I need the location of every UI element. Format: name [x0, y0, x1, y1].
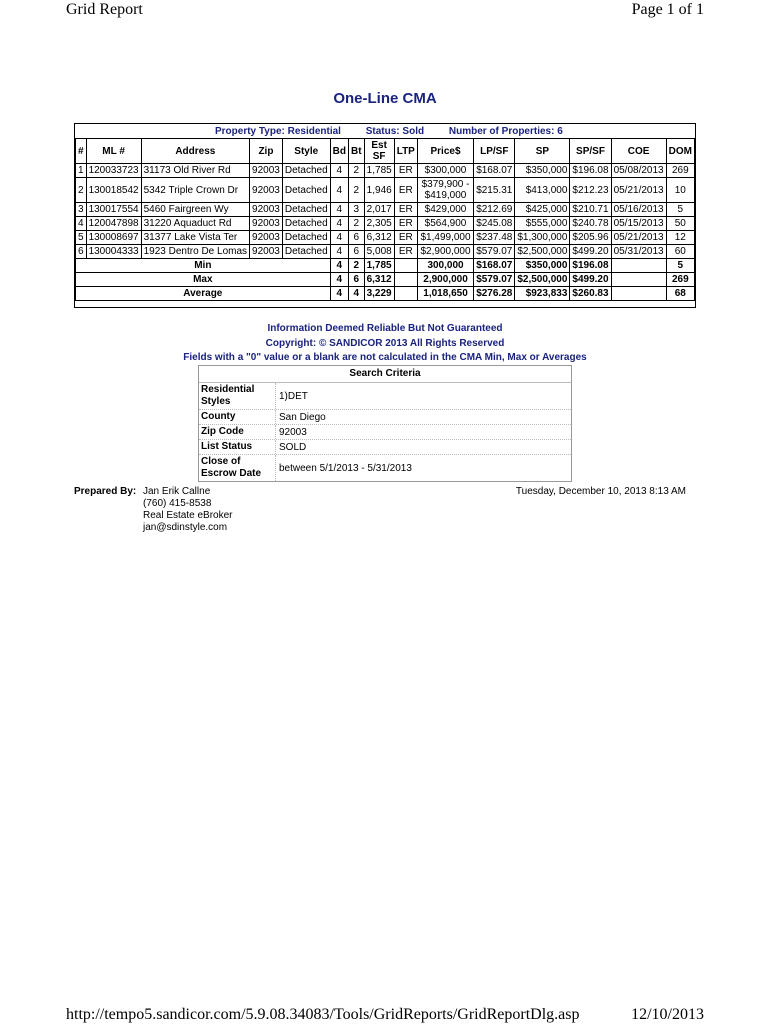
table-cell: 92003	[250, 217, 283, 231]
criteria-value: between 5/1/2013 - 5/31/2013	[279, 462, 412, 474]
table-cell: 2	[76, 178, 87, 203]
table-cell: 6	[349, 245, 365, 259]
table-cell: Detached	[282, 245, 330, 259]
stats-cell: 2,900,000	[417, 273, 473, 287]
table-cell: 130004333	[86, 245, 141, 259]
agent-email: jan@sdinstyle.com	[143, 522, 228, 533]
copyright-line: Copyright: © SANDICOR 2013 All Rights Reserved	[265, 337, 505, 349]
table-header-row	[76, 139, 695, 164]
page-number: Page 1 of 1	[631, 1, 704, 18]
table-cell: $2,500,000	[515, 245, 570, 259]
table-cell: $168.07	[474, 164, 515, 178]
criteria-value: 1)DET	[279, 390, 308, 402]
table-cell: 4	[330, 231, 348, 245]
table-cell: 05/15/2013	[611, 217, 666, 231]
summary-line	[215, 126, 585, 137]
table-cell: 05/08/2013	[611, 164, 666, 178]
col-header: Address	[141, 139, 249, 164]
table-cell: 92003	[250, 245, 283, 259]
table-cell: 120033723	[86, 164, 141, 178]
table-cell: ER	[394, 164, 417, 178]
table-cell: 2	[349, 178, 365, 203]
table-row	[76, 245, 695, 259]
table-cell: Detached	[282, 231, 330, 245]
table-cell: 269	[666, 164, 694, 178]
table-cell: $564,900	[417, 217, 473, 231]
table-cell: 2,017	[364, 203, 394, 217]
criteria-value: SOLD	[279, 441, 307, 453]
stats-cell: 6	[349, 273, 365, 287]
cma-grid	[74, 123, 696, 308]
table-cell: 5,008	[364, 245, 394, 259]
table-cell: $425,000	[515, 203, 570, 217]
table-cell: 31173 Old River Rd	[141, 164, 249, 178]
col-header: #	[76, 139, 87, 164]
table-cell: ER	[394, 245, 417, 259]
col-header: Zip	[250, 139, 283, 164]
table-cell: $555,000	[515, 217, 570, 231]
stats-cell: $923,833	[515, 287, 570, 301]
table-cell: 05/21/2013	[611, 178, 666, 203]
stats-cell: $350,000	[515, 259, 570, 273]
criteria-row	[199, 425, 571, 440]
stats-cell: 68	[666, 287, 694, 301]
table-cell: 2,305	[364, 217, 394, 231]
stats-cell: 1,785	[364, 259, 394, 273]
table-cell: $210.71	[570, 203, 611, 217]
table-cell: 92003	[250, 203, 283, 217]
table-cell: 2	[349, 164, 365, 178]
table-cell: $240.78	[570, 217, 611, 231]
criteria-label: Close of Escrow Date	[199, 455, 276, 481]
agent-company: Real Estate eBroker	[143, 510, 233, 521]
stats-cell: $579.07	[474, 273, 515, 287]
agent-name: Jan Erik Callne	[143, 486, 211, 497]
col-header: DOM	[666, 139, 694, 164]
table-cell: $2,900,000	[417, 245, 473, 259]
table-cell: $300,000	[417, 164, 473, 178]
col-header: Bd	[330, 139, 348, 164]
table-cell: $350,000	[515, 164, 570, 178]
table-cell: 5	[76, 231, 87, 245]
stats-cell: $2,500,000	[515, 273, 570, 287]
table-cell: 1,946	[364, 178, 394, 203]
empty-cell	[394, 273, 417, 287]
table-cell: 31377 Lake Vista Ter	[141, 231, 249, 245]
fields-note: Fields with a "0" value or a blank are not calculated in the CMA Min, Max or Averages	[183, 352, 587, 363]
stats-cell: 3,229	[364, 287, 394, 301]
table-row	[76, 231, 695, 245]
table-cell: $196.08	[570, 164, 611, 178]
stats-cell: 4	[330, 259, 348, 273]
table-row	[76, 217, 695, 231]
table-row	[76, 203, 695, 217]
criteria-value: 92003	[279, 426, 307, 438]
stats-cell: $276.28	[474, 287, 515, 301]
table-cell: 05/16/2013	[611, 203, 666, 217]
table-cell: $212.69	[474, 203, 515, 217]
table-row	[76, 164, 695, 178]
table-cell: 92003	[250, 231, 283, 245]
table-cell: 5460 Fairgreen Wy	[141, 203, 249, 217]
stats-cell: $168.07	[474, 259, 515, 273]
table-cell: 130008697	[86, 231, 141, 245]
table-cell: 4	[330, 203, 348, 217]
table-cell: $579.07	[474, 245, 515, 259]
empty-cell	[394, 287, 417, 301]
table-cell: 6	[76, 245, 87, 259]
criteria-row	[199, 383, 571, 410]
stats-cell: 5	[666, 259, 694, 273]
table-cell: 1923 Dentro De Lomas	[141, 245, 249, 259]
report-title: One-Line CMA	[333, 90, 437, 107]
table-cell: 120047898	[86, 217, 141, 231]
footer-url: http://tempo5.sandicor.com/5.9.08.34083/Tools/GridReports/GridReportDlg.asp	[66, 1006, 580, 1023]
status-label: Status: Sold	[365, 126, 425, 137]
table-cell: 6	[349, 231, 365, 245]
agent-phone: (760) 415-8538	[143, 498, 212, 509]
table-cell: 1	[76, 164, 87, 178]
criteria-row	[199, 440, 571, 455]
disclaimer-line: Information Deemed Reliable But Not Guaranteed	[267, 323, 503, 334]
table-cell: 50	[666, 217, 694, 231]
table-cell: 6,312	[364, 231, 394, 245]
table-row	[76, 178, 695, 203]
table-cell: 3	[349, 203, 365, 217]
stats-cell: $260.83	[570, 287, 611, 301]
table-cell: 3	[76, 203, 87, 217]
table-cell: $215.31	[474, 178, 515, 203]
stats-cell: 4	[330, 287, 348, 301]
criteria-row	[199, 455, 571, 481]
stats-cell: 1,018,650	[417, 287, 473, 301]
stats-cell: 300,000	[417, 259, 473, 273]
table-cell: $429,000	[417, 203, 473, 217]
stats-cell: 4	[330, 273, 348, 287]
table-cell: ER	[394, 203, 417, 217]
table-cell: 92003	[250, 178, 283, 203]
table-cell: Detached	[282, 217, 330, 231]
table-cell: 12	[666, 231, 694, 245]
stats-cell: 4	[349, 287, 365, 301]
table-cell: $1,300,000	[515, 231, 570, 245]
criteria-label: County	[199, 410, 276, 424]
table-cell: $205.96	[570, 231, 611, 245]
table-cell: ER	[394, 217, 417, 231]
table-cell: $413,000	[515, 178, 570, 203]
col-header: LP/SF	[474, 139, 515, 164]
disclaimer	[0, 322, 770, 366]
table-cell: 2	[349, 217, 365, 231]
table-cell: $245.08	[474, 217, 515, 231]
table-cell: Detached	[282, 178, 330, 203]
criteria-label: Residential Styles	[199, 383, 276, 409]
footer-date: 12/10/2013	[631, 1006, 704, 1023]
table-cell: Detached	[282, 203, 330, 217]
stats-cell: Min	[76, 259, 331, 273]
table-cell: 4	[330, 217, 348, 231]
col-header: COE	[611, 139, 666, 164]
stats-row	[76, 273, 695, 287]
criteria-row	[199, 410, 571, 425]
table-cell: 10	[666, 178, 694, 203]
col-header: SP/SF	[570, 139, 611, 164]
empty-cell	[611, 287, 666, 301]
property-type-label: Property Type: Residential	[215, 126, 341, 137]
table-cell: 5	[666, 203, 694, 217]
table-cell: 31220 Aquaduct Rd	[141, 217, 249, 231]
table-cell: 4	[330, 164, 348, 178]
table-cell: $212.23	[570, 178, 611, 203]
table-cell: 4	[76, 217, 87, 231]
table-cell: 05/21/2013	[611, 231, 666, 245]
stats-row	[76, 259, 695, 273]
report-date: Tuesday, December 10, 2013 8:13 AM	[515, 486, 686, 497]
stats-cell: Max	[76, 273, 331, 287]
stats-cell: 2	[349, 259, 365, 273]
table-cell: 5342 Triple Crown Dr	[141, 178, 249, 203]
stats-row	[76, 287, 695, 301]
table-cell: ER	[394, 231, 417, 245]
table-cell: 4	[330, 178, 348, 203]
col-header: Bt	[349, 139, 365, 164]
stats-cell: 6,312	[364, 273, 394, 287]
empty-cell	[611, 273, 666, 287]
table-cell: 1,785	[364, 164, 394, 178]
col-header: Style	[282, 139, 330, 164]
empty-cell	[394, 259, 417, 273]
col-header: ML #	[86, 139, 141, 164]
col-header: Price$	[417, 139, 473, 164]
table-cell: 60	[666, 245, 694, 259]
table-cell: Detached	[282, 164, 330, 178]
header-title: Grid Report	[66, 1, 143, 18]
table-cell: 4	[330, 245, 348, 259]
col-header: SP	[515, 139, 570, 164]
empty-cell	[611, 259, 666, 273]
stats-cell: $196.08	[570, 259, 611, 273]
table-cell: $1,499,000	[417, 231, 473, 245]
criteria-value: San Diego	[279, 411, 326, 423]
stats-cell: Average	[76, 287, 331, 301]
table-cell: 05/31/2013	[611, 245, 666, 259]
table-cell: $237.48	[474, 231, 515, 245]
table-cell: 92003	[250, 164, 283, 178]
prepared-by-label: Prepared By:	[74, 486, 137, 497]
cma-table	[75, 138, 695, 301]
table-cell: $499.20	[570, 245, 611, 259]
stats-cell: 269	[666, 273, 694, 287]
criteria-label: Zip Code	[199, 425, 276, 439]
stats-cell: $499.20	[570, 273, 611, 287]
table-cell: 130018542	[86, 178, 141, 203]
col-header: LTP	[394, 139, 417, 164]
search-criteria	[198, 365, 572, 482]
col-header: Est SF	[364, 139, 394, 164]
table-cell: ER	[394, 178, 417, 203]
criteria-label: List Status	[199, 440, 276, 454]
table-cell: $379,900 - $419,000	[417, 178, 473, 203]
property-count-label: Number of Properties: 6	[448, 126, 563, 137]
search-criteria-title: Search Criteria	[199, 366, 571, 383]
table-cell: 130017554	[86, 203, 141, 217]
